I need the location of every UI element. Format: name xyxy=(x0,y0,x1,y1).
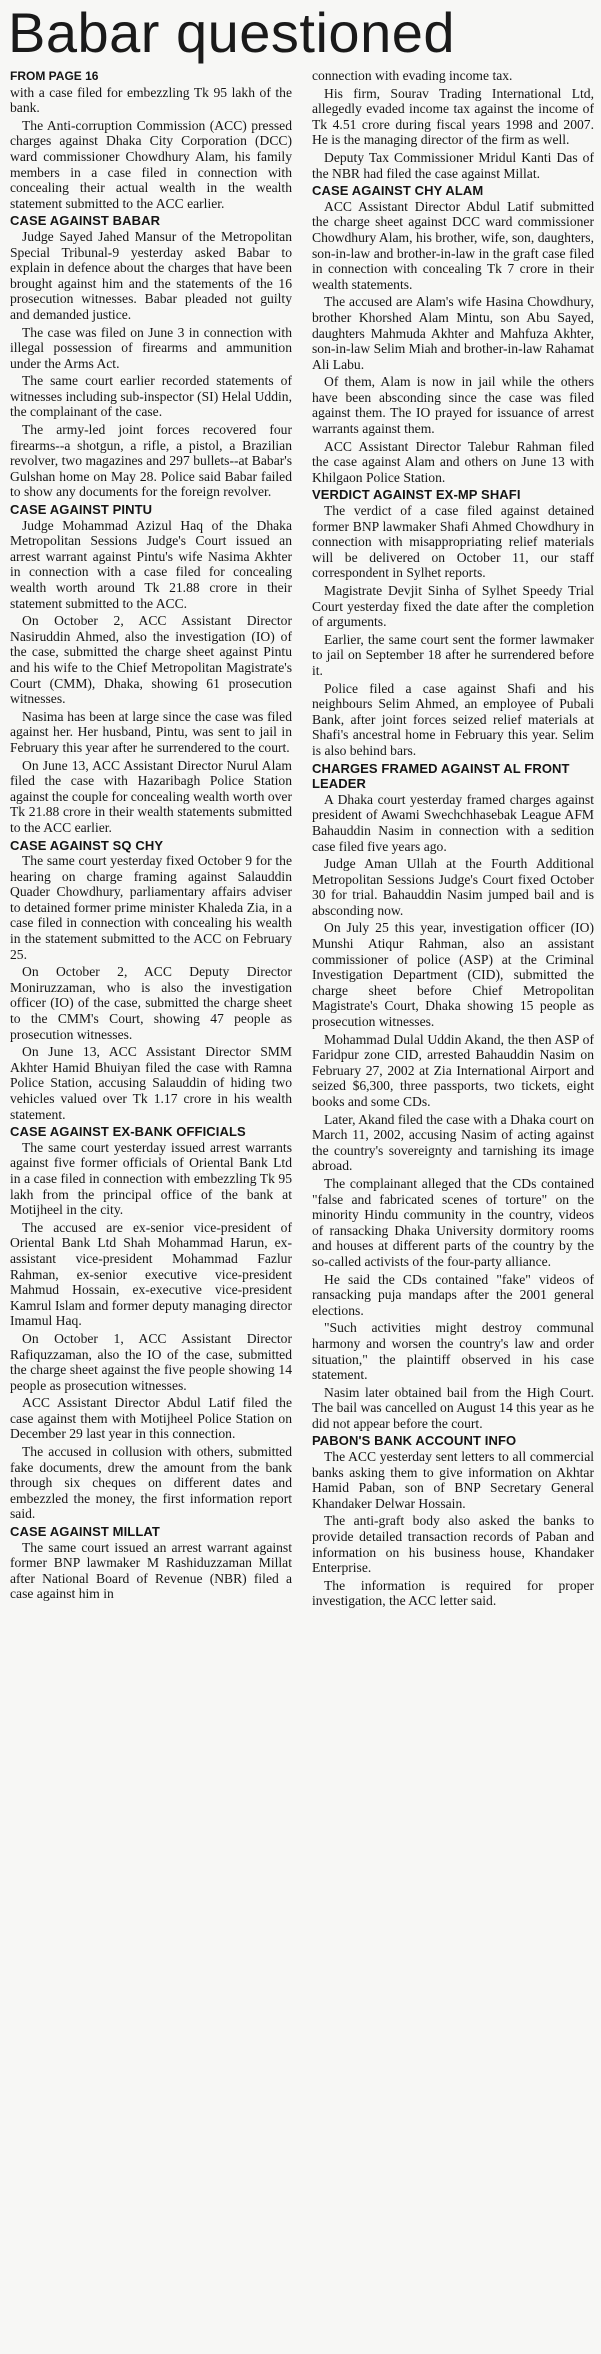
headline: Babar questioned xyxy=(8,1,456,64)
paragraph: On October 1, ACC Assistant Director Rafiquzzaman, also the IO of the case, submitted the charge sheet against the five people showing 14 people as prosecution witnesses. xyxy=(10,1330,292,1393)
continuation-paragraph xyxy=(10,68,292,116)
right-column xyxy=(312,68,594,2352)
paragraph: Nasima has been at large since the case was filed against her. Her husband, Pintu, was sent to jail in February this year after he surrendered to the court. xyxy=(10,708,292,755)
paragraph: Later, Akand filed the case with a Dhaka court on March 11, 2002, accusing Nasim of acting against the country's sovereignty and tarnishing its image abroad. xyxy=(312,1111,594,1174)
section-heading: CASE AGAINST CHY ALAM xyxy=(312,183,484,199)
section-heading: PABON'S BANK ACCOUNT INFO xyxy=(312,1433,517,1449)
paragraph: ACC Assistant Director Talebur Rahman filed the case against Alam and others on June 13 with Khilgaon Police Station. xyxy=(312,438,594,485)
left-column xyxy=(10,68,292,2352)
paragraph: The same court yesterday fixed October 9 for the hearing on charge framing against Salauddin Quader Chowdhury, parliamentary affairs adviser to detained former prime minister Khaleda Zia, in a case filed in connection with concealing his wealth in the statement submitted to the ACC on February 25. xyxy=(10,853,292,962)
article-body xyxy=(10,68,594,2352)
paragraph: The information is required for proper investigation, the ACC letter said. xyxy=(312,1577,594,1609)
paragraph: Mohammad Dulal Uddin Akand, the then ASP of Faridpur zone CID, arrested Bahauddin Nasim on February 27, 2002 at Zia International Airport and seized $6,300, three passports, two tickets, eight books and some CDs. xyxy=(312,1031,594,1109)
jump-label: FROM PAGE 16 xyxy=(10,69,99,83)
paragraph: On June 13, ACC Assistant Director SMM Akhter Hamid Bhuiyan filed the case with Ramna Police Station, accusing Salauddin of hiding two vehicles valued over Tk 1.17 crore in his wealth statement. xyxy=(10,1044,292,1122)
paragraph: Nasim later obtained bail from the High Court. The bail was cancelled on August 14 this year as he did not appear before the court. xyxy=(312,1384,594,1431)
paragraph: connection with evading income tax. xyxy=(312,68,513,83)
paragraph: The same court issued an arrest warrant against former BNP lawmaker M Rashiduzzaman Millat after National Board of Revenue (NBR) filed a case against him in xyxy=(10,1539,292,1602)
section-heading: CASE AGAINST MILLAT xyxy=(10,1524,160,1540)
paragraph: He said the CDs contained "fake" videos of ransacking puja mandaps after the 2001 general elections. xyxy=(312,1271,594,1318)
section-heading: CASE AGAINST BABAR xyxy=(10,213,161,229)
paragraph: On June 13, ACC Assistant Director Nurul Alam filed the case with Hazaribagh Police Station against the couple for concealing wealth worth over Tk 21.88 crore in their wealth statements submitted to the ACC earlier. xyxy=(10,757,292,835)
paragraph: His firm, Sourav Trading International Ltd, allegedly evaded income tax against the income of Tk 4.51 crore during fiscal years 1998 and 2007. He is the managing director of the firm as well. xyxy=(312,85,594,148)
paragraph: The accused are ex-senior vice-president of Oriental Bank Ltd Shah Mohammad Harun, ex-assistant vice-president Mohammad Fazlur Rahman, ex-senior executive vice-president Mahmud Hossain, ex-executive vice-president Kamrul Islam and former deputy managing director Imamul Haq. xyxy=(10,1219,292,1329)
paragraph-text: with a case filed for embezzling Tk 95 lakh of the bank. xyxy=(10,84,292,116)
paragraph: Magistrate Devjit Sinha of Sylhet Speedy Trial Court yesterday fixed the date after the completion of arguments. xyxy=(312,583,594,630)
paragraph: The complainant alleged that the CDs contained "false and fabricated scenes of torture" on the minority Hindu community in the country, videos of ransacking Dhaka University dormitory rooms and houses at different parts of the country by the so-called activists of the four-party alliance. xyxy=(312,1175,594,1269)
section-heading: CASE AGAINST SQ CHY xyxy=(10,837,164,853)
paragraph: The accused in collusion with others, submitted fake documents, drew the amount from the bank through six cheques on different dates and embezzled the money, the first information report said. xyxy=(10,1444,292,1522)
paragraph: Deputy Tax Commissioner Mridul Kanti Das of the NBR had filed the case against Millat. xyxy=(312,149,594,181)
paragraph: Police filed a case against Shafi and his neighbours Selim Ahmed, an employee of Pubali Bank, after joint forces seized relief materials at Shafi's ancestral home in February this year. Selim is also behind bars. xyxy=(312,680,594,758)
section-heading: CASE AGAINST EX-BANK OFFICIALS xyxy=(10,1124,246,1140)
paragraph: The anti-graft body also asked the banks to provide detailed transaction records of Paban and information on his business house, Khandaker Enterprise. xyxy=(312,1513,594,1576)
paragraph: "Such activities might destroy communal harmony and worsen the country's law and order situation," the plaintiff observed in his case statement. xyxy=(312,1320,594,1383)
paragraph: Of them, Alam is now in jail while the others have been absconding since the case was filed against them. The IO prayed for issuance of arrest warrants against them. xyxy=(312,374,594,437)
paragraph: The Anti-corruption Commission (ACC) pressed charges against Dhaka City Corporation (DCC) ward commissioner Chowdhury Alam, his family members in a case filed in connection with concealing their actual wealth in the wealth statement submitted to the ACC earlier. xyxy=(10,117,292,211)
paragraph: Judge Sayed Jahed Mansur of the Metropolitan Special Tribunal-9 yesterday asked Babar to explain in defence about the charges that have been brought against him and the statements of the 16 prosecution witnesses. Babar pleaded not guilty and demanded justice. xyxy=(10,228,292,322)
paragraph: The same court earlier recorded statements of witnesses including sub-inspector (SI) Helal Uddin, the complainant of the case. xyxy=(10,373,292,420)
paragraph: The case was filed on June 3 in connection with illegal possession of firearms and ammunition under the Arms Act. xyxy=(10,324,292,371)
section-heading: CHARGES FRAMED AGAINST AL FRONT LEADER xyxy=(312,760,570,792)
paragraph: Judge Mohammad Azizul Haq of the Dhaka Metropolitan Sessions Judge's Court issued an arrest warrant against Pintu's wife Nasima Akhter in connection with a case filed for concealing wealth worth around Tk 21.88 crore in their statement submitted to the ACC. xyxy=(10,517,292,611)
paragraph: A Dhaka court yesterday framed charges against president of Awami Swechchhasebak League AFM Bahauddin Nasim in connection with a sedition case filed five years ago. xyxy=(312,791,594,854)
section-heading: CASE AGAINST PINTU xyxy=(10,502,153,518)
paragraph: On July 25 this year, investigation officer (IO) Munshi Atiqur Rahman, also an assistant commissioner of police (ASP) at the Criminal Investigation Department (CID), submitted the charge sheet before Chief Metropolitan Magistrate's Court, Dhaka showing 15 people as prosecution witnesses. xyxy=(312,920,594,1030)
paragraph: ACC Assistant Director Abdul Latif filed the case against them with Motijheel Police Station on December 29 last year in this connection. xyxy=(10,1395,292,1442)
paragraph: The army-led joint forces recovered four firearms--a shotgun, a rifle, a pistol, a Brazilian revolver, two magazines and 297 bullets--at Babar's Gulshan home on May 28. Police said Babar failed to show any documents for the foreign revolver. xyxy=(10,422,292,500)
paragraph: Judge Aman Ullah at the Fourth Additional Metropolitan Sessions Judge's Court fixed October 30 for trial. Bahauddin Nasim jumped bail and is absconding now. xyxy=(312,856,594,918)
paragraph: The accused are Alam's wife Hasina Chowdhury, brother Khorshed Alam Mintu, son Abu Sayed, daughters Mahmuda Akhter and Mahfuza Akhter, son-in-law Selim Miah and brother-in-law Rahamat Ali Labu. xyxy=(312,294,594,372)
paragraph: The verdict of a case filed against detained former BNP lawmaker Shafi Ahmed Chowdhury in connection with misappropriating relief materials will be delivered on October 11, our staff correspondent in Sylhet reports. xyxy=(312,503,594,581)
section-heading: VERDICT AGAINST EX-MP SHAFI xyxy=(312,487,521,503)
paragraph: The same court yesterday issued arrest warrants against five former officials of Oriental Bank Ltd in a case filed in connection with embezzling Tk 95 lakh from the principal office of the bank at Motijheel in the city. xyxy=(10,1139,292,1218)
paragraph: Earlier, the same court sent the former lawmaker to jail on September 18 after he surrendered before it. xyxy=(312,631,594,678)
paragraph: The ACC yesterday sent letters to all commercial banks asking them to give information on Akhtar Hamid Paban, son of BNP Secretary General Khandaker Delwar Hossain. xyxy=(312,1449,594,1511)
paragraph: On October 2, ACC Deputy Director Moniruzzaman, who is also the investigation officer (IO) of the case, submitted the charge sheet to the CMM's Court, showing 47 people as prosecution witnesses. xyxy=(10,964,292,1042)
paragraph: On October 2, ACC Assistant Director Nasiruddin Ahmed, also the investigation (IO) of the case, submitted the charge sheet against Pintu and his wife to the Chief Metropolitan Magistrate's Court (CMM), Dhaka, showing 61 prosecution witnesses. xyxy=(10,613,292,707)
paragraph: ACC Assistant Director Abdul Latif submitted the charge sheet against DCC ward commissioner Chowdhury Alam, his brother, wife, son, daughters, son-in-law and brother-in-law in the graft case filed in connection with concealing Tk 7 crore in their wealth statements. xyxy=(312,198,594,292)
